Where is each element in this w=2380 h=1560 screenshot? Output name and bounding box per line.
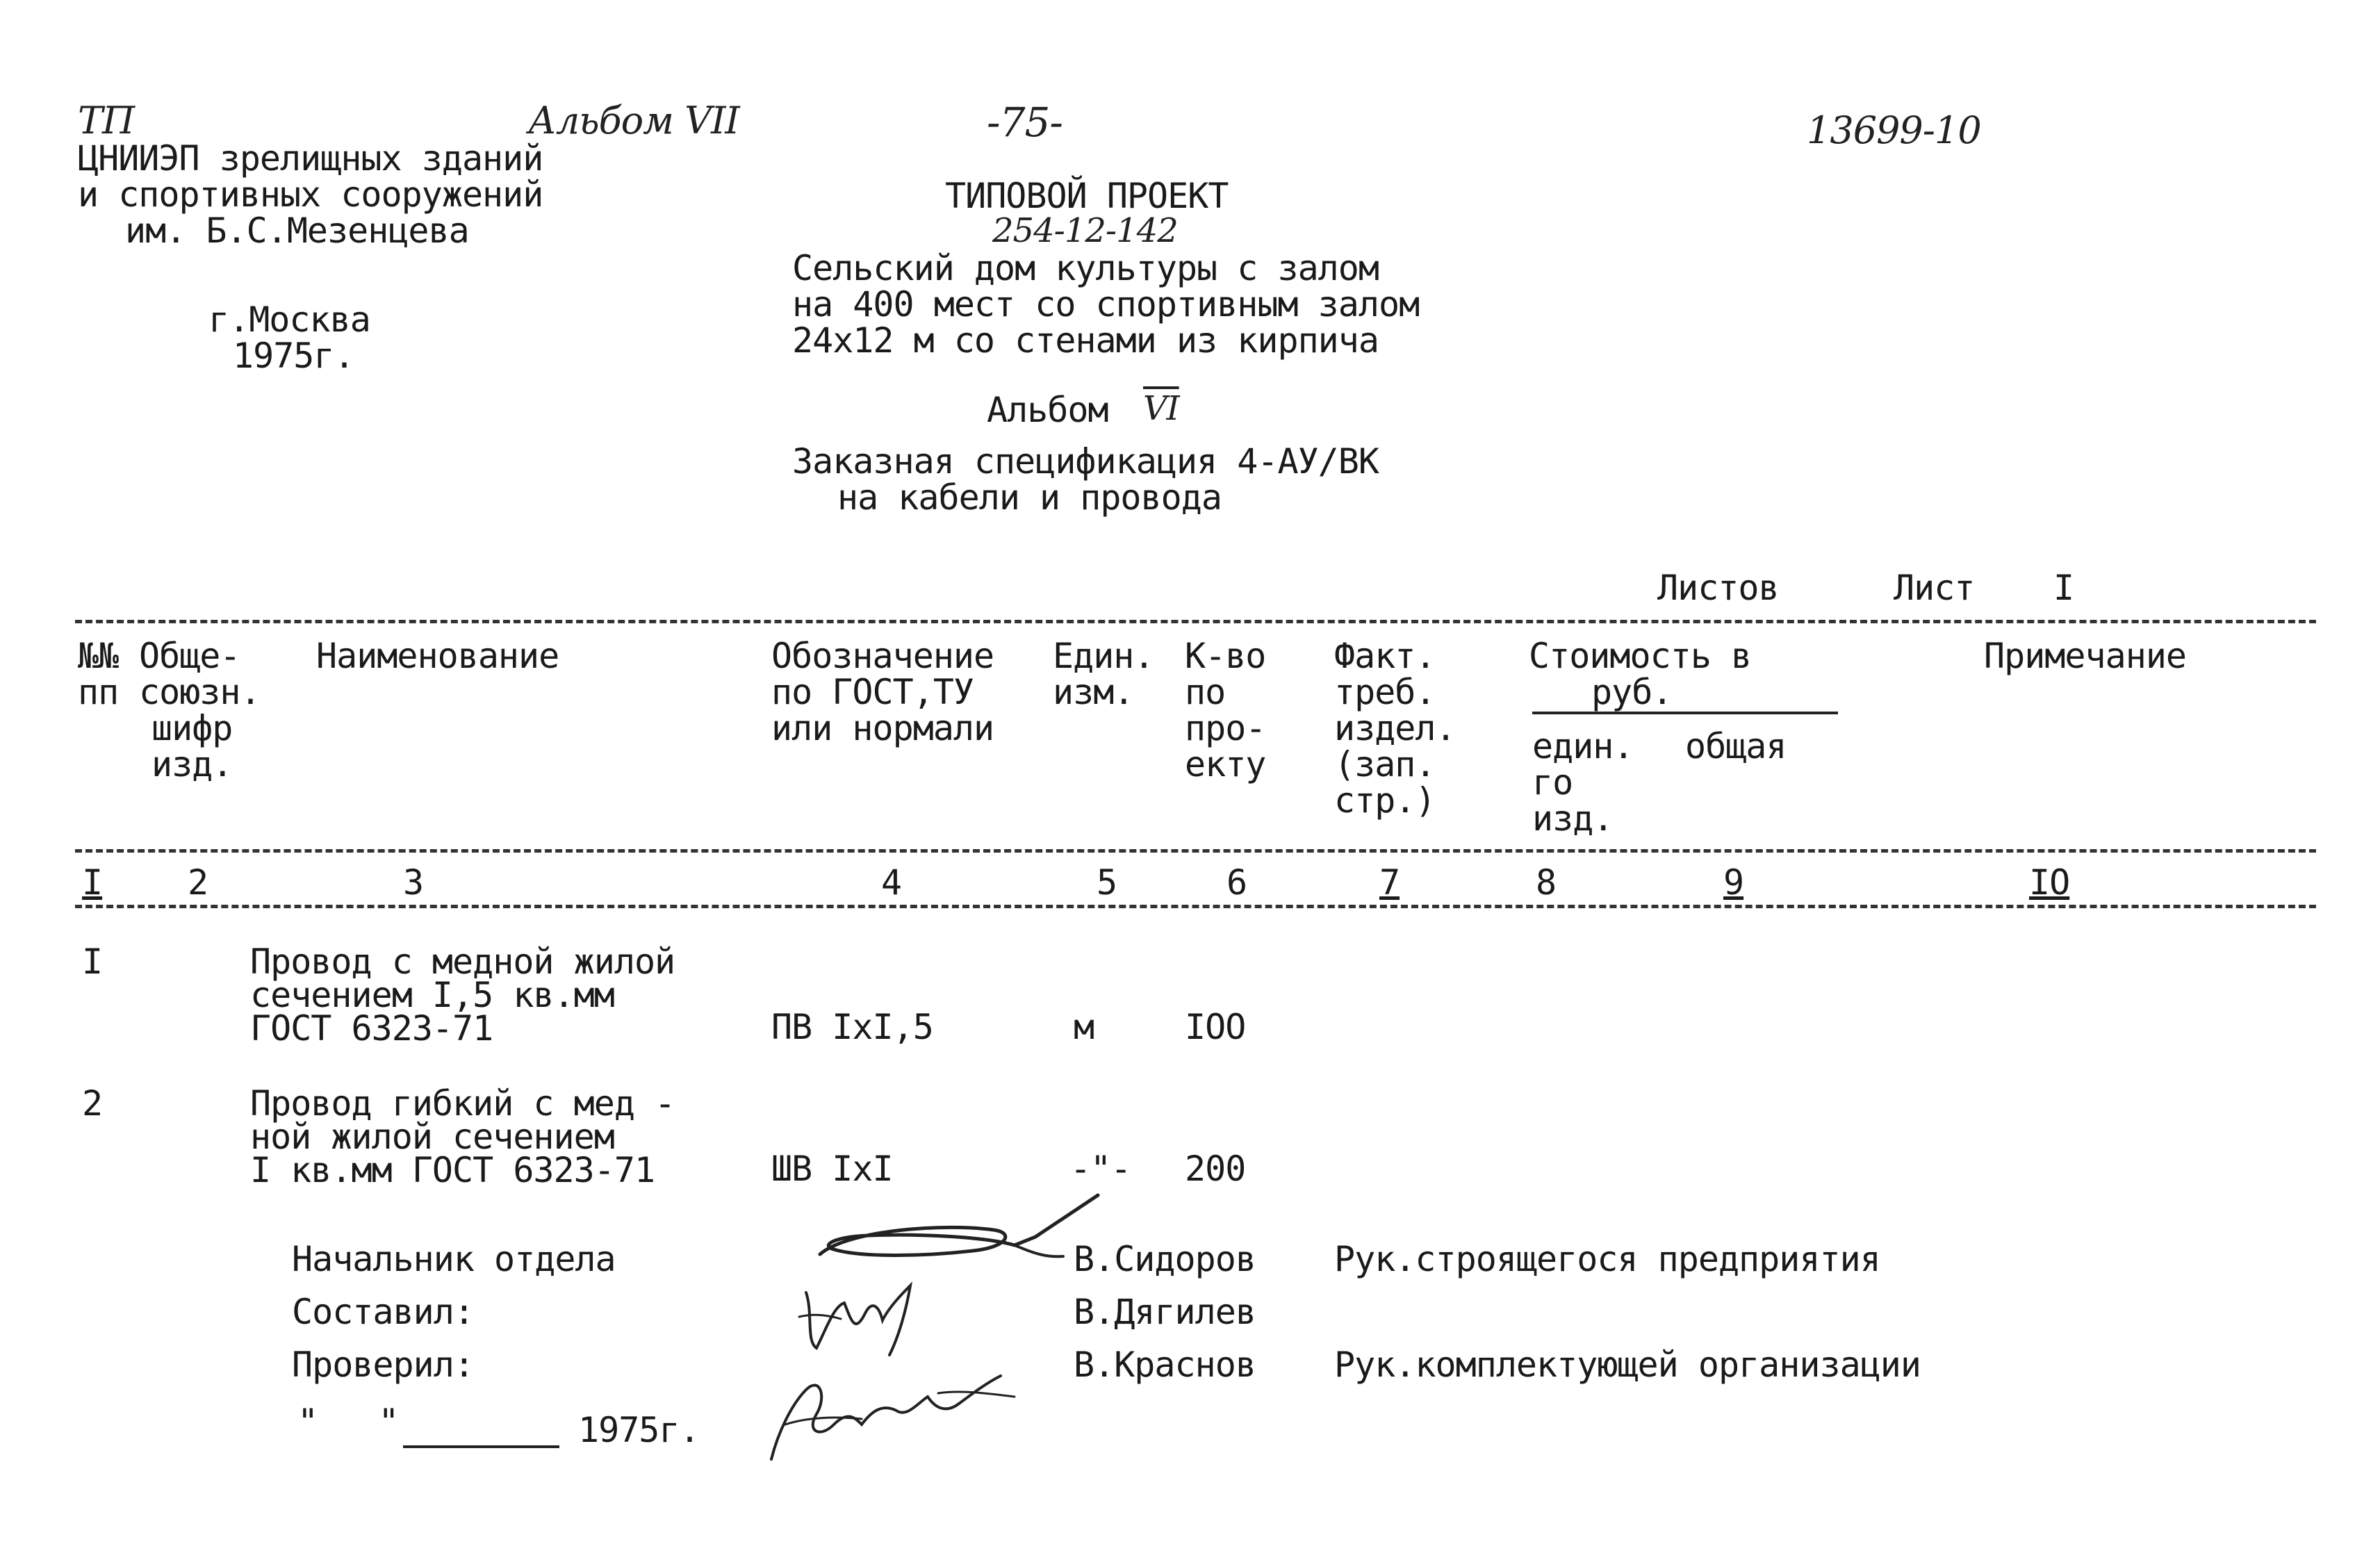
spec-title-1: Заказная спецификация 4-АУ/ВК [792, 441, 1379, 482]
org-line-1: ЦНИИЭП зрелищных зданий [78, 138, 543, 179]
col8-header-unit-line1: един. [1532, 726, 1634, 766]
city: г.Москва [208, 299, 370, 340]
col4-header-line2: по ГОСТ,ТУ [771, 672, 974, 712]
project-desc-1: Сельский дом культуры с залом [792, 248, 1379, 288]
col8-header-unit-line3: изд. [1532, 798, 1614, 839]
role-head-of-department: Начальник отдела [292, 1239, 616, 1279]
builder-head-line: Рук.строящегося предприятия [1334, 1239, 1880, 1279]
col1-header-line1: №№ [78, 636, 119, 676]
project-code: 254-12-142 [992, 211, 1178, 250]
row1-name-line2: сечением I,5 кв.мм [250, 975, 614, 1015]
col9-header: общая [1685, 726, 1787, 766]
year: 1975г. [233, 336, 354, 376]
tp-handwritten-tag: ТП [78, 99, 135, 142]
col6-header-line2: по [1185, 672, 1226, 712]
signature-sidorov [806, 1181, 1112, 1279]
album-label: Альбом [987, 390, 1108, 430]
col1-header-line2: пп [78, 672, 119, 712]
document-number: 13699-10 [1807, 108, 1981, 152]
sheet-label: Лист [1894, 568, 1975, 608]
col2-header-line4: изд. [151, 744, 233, 785]
signature-dyagilev [785, 1265, 994, 1362]
album-roman: $\overline{VI}$ [1143, 389, 1179, 428]
row1-name-line1: Провод с медной жилой [250, 942, 675, 982]
row2-qty: 200 [1185, 1149, 1246, 1189]
colnum-4: 4 [881, 862, 902, 903]
colnum-2: 2 [188, 862, 208, 903]
col2-header-line2: союзн. [139, 672, 261, 712]
signature-krasnov [750, 1355, 1028, 1473]
project-desc-3: 24х12 м со стенами из кирпича [792, 320, 1379, 361]
cost-header-underline [1532, 712, 1838, 714]
colnum-5: 5 [1097, 862, 1117, 903]
name-sidorov: В.Сидоров [1074, 1239, 1256, 1279]
supplier-head-line: Рук.комплектующей организации [1334, 1345, 1921, 1385]
page-number: -75- [987, 99, 1062, 146]
col6-header-line1: К-во [1185, 636, 1266, 676]
col5-header-line1: Един. [1053, 636, 1154, 676]
date-quotes: " " [297, 1402, 399, 1442]
col6-header-line4: екту [1185, 744, 1266, 785]
album-handwritten-note: Альбом VII [528, 99, 739, 142]
row1-qty: IOO [1185, 1007, 1246, 1047]
col3-header: Наименование [316, 636, 559, 676]
date-year: 1975г. [578, 1410, 700, 1450]
colnum-10: IO [2029, 862, 2070, 903]
org-line-3: им. Б.С.Мезенцева [125, 211, 469, 251]
project-title: ТИПОВОЙ ПРОЕКТ [945, 176, 1229, 216]
header-bottom-dashed-rule [75, 849, 2316, 853]
row2-num: 2 [82, 1083, 103, 1124]
sheets-label: Листов [1657, 568, 1779, 608]
col7-header-line3: издел. [1334, 708, 1456, 748]
colnum-1: I [82, 862, 103, 903]
date-blank-line [403, 1445, 559, 1448]
colnum-6: 6 [1226, 862, 1247, 903]
name-dyagilev: В.Дягилев [1074, 1292, 1256, 1332]
col7-header-line1: Факт. [1334, 636, 1436, 676]
col4-header-line3: или нормали [771, 708, 994, 748]
colnum-7: 7 [1379, 862, 1400, 903]
colnum-9: 9 [1723, 862, 1744, 903]
col2-header-line1: Обще- [139, 636, 240, 676]
col5-header-line2: изм. [1053, 672, 1134, 712]
col10-header: Примечание [1984, 636, 2187, 676]
colnum-8: 8 [1536, 862, 1557, 903]
row1-unit: м [1074, 1007, 1094, 1047]
col8-header-title-line1: Стоимость в [1529, 636, 1752, 676]
row2-unit: -"- [1070, 1149, 1131, 1189]
colnum-3: 3 [403, 862, 424, 903]
sheet-value: I [2053, 568, 2074, 608]
row1-name-line3: ГОСТ 6323-71 [250, 1008, 493, 1049]
row2-designation: ШВ IxI [771, 1149, 893, 1189]
col7-header-line5: стр.) [1334, 780, 1436, 821]
table-top-dashed-rule [75, 620, 2316, 623]
name-krasnov: В.Краснов [1074, 1345, 1256, 1385]
role-checked-by: Проверил: [292, 1345, 474, 1385]
spec-title-2: на кабели и провода [837, 477, 1222, 518]
project-desc-2: на 400 мест со спортивным залом [792, 284, 1420, 325]
column-numbers-dashed-rule [75, 905, 2316, 908]
row2-name-line1: Провод гибкий с мед - [250, 1083, 675, 1124]
col7-header-line4: (зап. [1334, 744, 1436, 785]
col4-header-line1: Обозначение [771, 636, 994, 676]
role-compiled-by: Составил: [292, 1292, 474, 1332]
row2-name-line2: ной жилой сечением [250, 1117, 614, 1157]
row1-designation: ПВ IxI,5 [771, 1007, 933, 1047]
org-line-2: и спортивных сооружений [78, 174, 543, 215]
row2-name-line3: I кв.мм ГОСТ 6323-71 [250, 1150, 655, 1190]
col7-header-line2: треб. [1334, 672, 1436, 712]
col8-header-title-line2: руб. [1591, 672, 1673, 712]
col6-header-line3: про- [1185, 708, 1266, 748]
col2-header-line3: шифр [151, 708, 233, 748]
col8-header-unit-line2: го [1532, 762, 1573, 803]
row1-num: I [82, 942, 103, 982]
